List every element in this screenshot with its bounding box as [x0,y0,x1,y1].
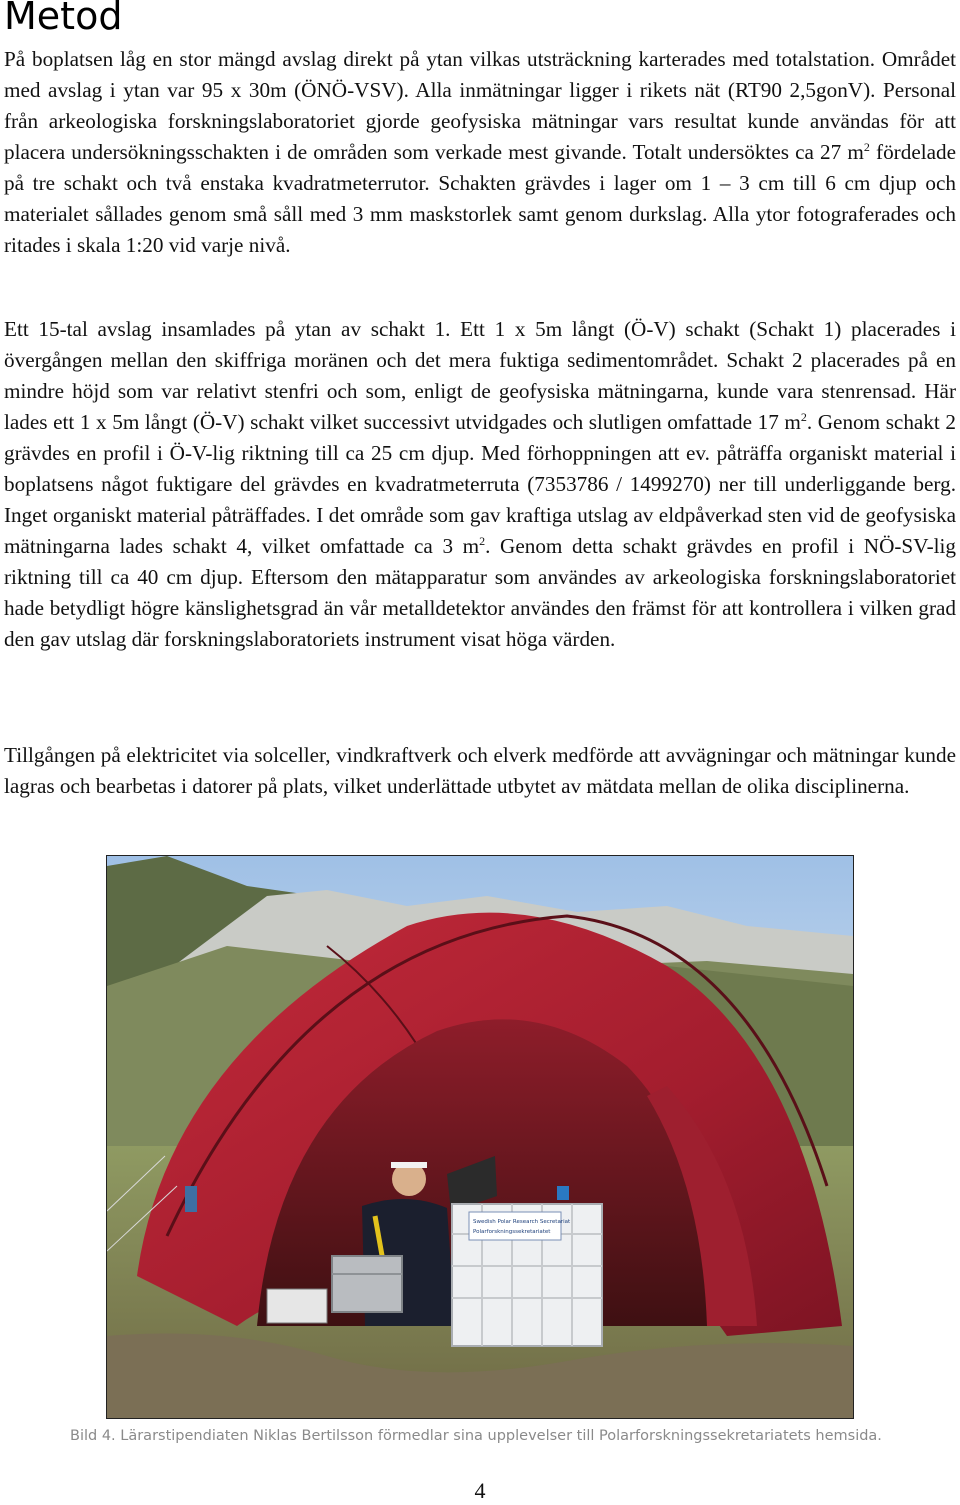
paragraph-2-part-c: . Genom detta schakt grävdes en profil i NÖ-SV-lig riktning till ca 40 cm djup. Eftersom den mätapparatur som användes av arkeologiska forskningslaboratoriet hade betydligt högre känslighetsgrad än vår metalldetektor användes den främst för att kontrollera i vilken grad den gav utslag där forskningslaboratoriets instrument visat höga värden. [4,534,956,651]
paragraph-2-part-b: . Genom schakt 2 grävdes en profil i Ö-V-lig riktning till ca 25 cm djup. Med förhoppningen att ev. påträffa organiskt material i boplatsens något fuktigare del grävdes en kvadratmeterruta (7353786 / 1499270) ner till underliggande berg. Inget organiskt material påträffades. I det område som gav kraftiga utslag av eldpåverkad sten vid de geofysiska mätningarna lades schakt 4, vilket omfattade ca 3 m [4,410,956,558]
page-number: 4 [474,1478,486,1503]
container-sign-line-2: Polarforskningssekretariatet [473,1229,551,1235]
paragraph-3: Tillgången på elektricitet via solceller, vindkraftverk och elverk medförde att avvägningar och mätningar kunde lagras och bearbetas i datorer på plats, vilket underlättade utbytet av mätdata mellan de olika disciplinerna. [4,743,956,798]
container-sign-line-1: Swedish Polar Research Secretariat [473,1219,571,1225]
small-box [267,1289,327,1323]
paragraph-1 [4,44,956,261]
metal-box [332,1256,402,1312]
paragraph-1-part-a: På boplatsen låg en stor mängd avslag direkt på ytan vilkas utsträckning karterades med totalstation. Området med avslag i ytan var 95 x 30m (ÖNÖ-VSV). Alla inmätningar ligger i rikets nät (RT90 2,5gonV). Personal från arkeologiska forskningslaboratoriet gjorde geofysiska mätningar vars resultat kunde användas för att placera undersökningsschakten i de områden som verkade mest givande. Totalt undersöktes ca 27 m [4,47,956,164]
blue-cup [557,1186,569,1200]
superscript-square: 2 [479,533,486,548]
container-sign [469,1212,561,1240]
superscript-square: 2 [800,409,807,424]
paragraph-2-part-a: Ett 15-tal avslag insamlades på ytan av schakt 1. Ett 1 x 5m långt (Ö-V) schakt (Schakt 1) placerades i övergången mellan den skiffriga moränen och det mera fuktiga sedimentområdet. Schakt 2 placerades på en mindre höjd som var relativt stenfri och som, enligt de geofysiska mätningarna, kunde vara stenrensad. Här lades ett 1 x 5m långt (Ö-V) schakt vilket successivt utvidgades och slutligen omfattade 17 m [4,317,956,434]
distant-person [185,1186,197,1212]
paragraph-2 [4,314,956,655]
paragraph-1-part-b: fördelade på tre schakt och två enstaka kvadratmeterrutor. Schakten grävdes i lager om 1 – 3 cm till 6 cm djup och materialet sållades genom små såll med 3 mm maskstorlek samt genom durkslag. Alla ytor fotograferades och ritades i skala 1:20 vid varje nivå. [4,140,957,257]
figure-caption: Bild 4. Lärarstipendiaten Niklas Bertilsson förmedlar sina upplevelser till Polarforskningssekretariatets hemsida. [70,1428,882,1444]
person-headband [391,1162,427,1168]
superscript-square: 2 [863,139,870,154]
section-heading: Metod [4,0,123,38]
tent-photo [106,855,854,1419]
